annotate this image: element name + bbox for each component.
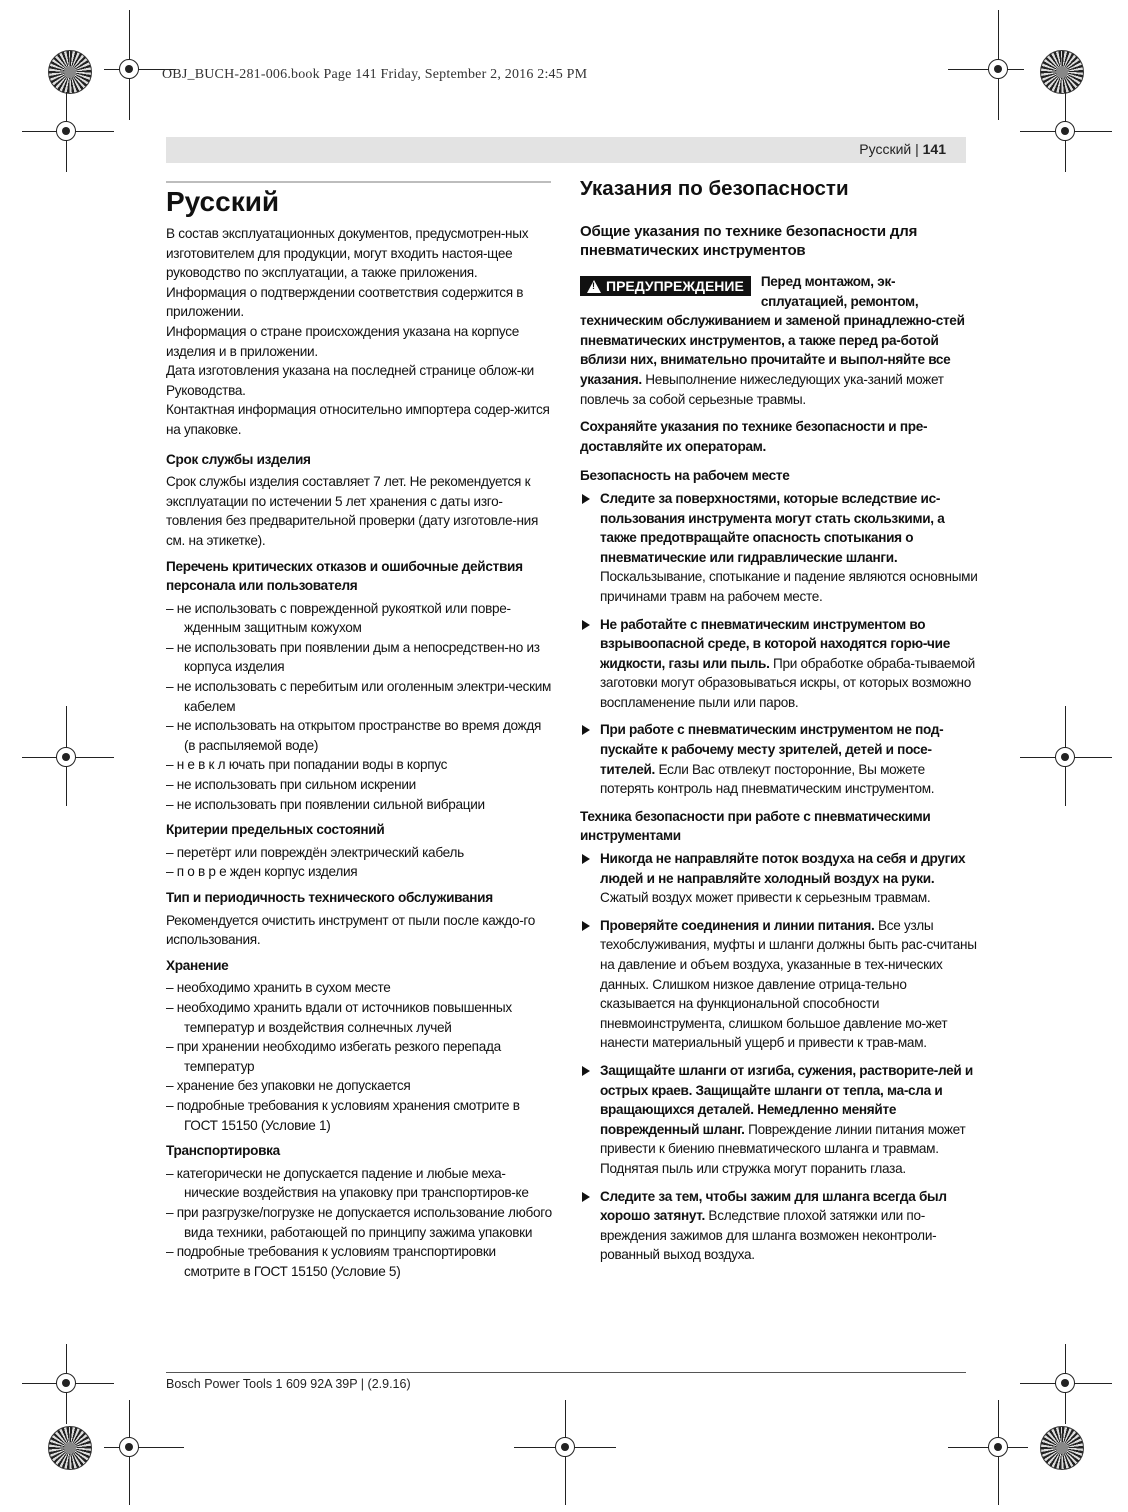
technique-heading: Техника безопасности при работе с пневматическими инструментами — [580, 808, 931, 844]
warning-normal-text: Невыполнение нижеследующих ука-заний может повлечь за собой серьезные травмы. — [580, 371, 944, 407]
list-item: – не использовать при сильном искрении — [166, 777, 416, 793]
item-bold-text: Проверяйте соединения и линии питания. — [600, 917, 875, 933]
arrow-bullet-icon — [582, 921, 590, 931]
list-item: – необходимо хранить в сухом месте — [166, 980, 391, 996]
intro-paragraph: В состав эксплуатационных документов, предусмотрен-ных изготовителем для продукции, могут входить настоя-щее руководство по эксплуатации, а также приложения. — [166, 226, 529, 281]
technique-list — [580, 849, 978, 1265]
workplace-list — [580, 489, 978, 799]
footer-rule — [166, 1372, 966, 1373]
intro-paragraphs — [166, 224, 552, 440]
list-item: – подробные требования к условиям хранения смотрите в ГОСТ 15150 (Условие 1) — [166, 1097, 520, 1133]
transport-heading: Транспортировка — [166, 1143, 280, 1159]
registration-rose-top-right — [1040, 50, 1084, 94]
intro-paragraph: Дата изготовления указана на последней странице облож-ки Руководства. — [166, 363, 534, 398]
intro-paragraph: Информация о подтверждении соответствия содержится в приложении. — [166, 284, 524, 320]
list-item — [580, 849, 978, 908]
list-item: – п о в р е жден корпус изделия — [166, 864, 358, 880]
storage-list — [166, 978, 552, 1135]
item-text: Сжатый воздух может привести к серьезным травмам. — [600, 890, 931, 906]
item-bold-text: Защищайте шланги от изгиба, сужения, растворите-лей и острых краев. Защищайте шланги от тепла, ма-сла и вращающихся деталей. Немедленно меняйте поврежденный шланг. — [600, 1062, 973, 1137]
page-header-bar — [166, 137, 966, 163]
item-text: Все узлы техобслуживания, муфты и шланги должны быть рас-считаны на давление и объем воздуха, указанные в тех-нических данных. Слишком низкое давление отрица-тельно сказывается на функциональной способности пневмоинструмента, слишком большое давление мо-жет нанести материальный ущерб и привести к трав-мам. — [600, 917, 977, 1051]
list-item: – при хранении необходимо избегать резкого перепада температур — [166, 1039, 501, 1074]
registration-rose-bottom-left — [48, 1426, 92, 1470]
service-life-heading: Срок службы изделия — [166, 451, 311, 467]
list-item: – не использовать с перебитым или оголенным электри-ческим кабелем — [166, 679, 552, 714]
item-text: Повреждение линии питания может привести к биению пневматического шланга и травмам. Поднятая пыль или стружка могут поранить глаза. — [600, 1121, 966, 1176]
item-text: Если Вас отвлекут посторонние, Вы можете потерять контроль над пневматическим инструментом. — [600, 761, 935, 797]
maintenance-heading: Тип и периодичность технического обслуживания — [166, 890, 493, 905]
right-column — [580, 176, 978, 1273]
arrow-bullet-icon — [582, 1066, 590, 1076]
warning-paragraph — [580, 272, 978, 409]
list-item — [580, 720, 978, 798]
limits-list — [166, 843, 552, 882]
page-number: 141 — [922, 141, 946, 157]
list-item — [580, 1061, 978, 1179]
item-bold-text: Не работайте с пневматическим инструментом во взрывоопасной среде, в которой находятся горю-чие жидкости, газы или пыль. — [600, 616, 950, 671]
service-life-text: Срок службы изделия составляет 7 лет. Не рекомендуется к эксплуатации по истечении 5 лет хранения с даты изго-товления без предварительной проверки (дату изготовле-ния см. на этикетке). — [166, 474, 539, 548]
item-bold-text: Никогда не направляйте поток воздуха на себя и других людей и не направляйте холодный воздух на руки. — [600, 851, 966, 886]
section-rule — [166, 181, 551, 183]
item-text: При обработке обраба-тываемой заготовки могут образовываться искры, от которых возможно воспламенение пыли или паров. — [600, 655, 975, 710]
arrow-bullet-icon — [582, 494, 590, 504]
item-bold-text: Следите за поверхностями, которые вследствие ис-пользования инструмента могут стать скользкими, а также предотвращайте опасность спотыкания о пневматические или гидравлические шланги. — [600, 490, 945, 565]
storage-heading: Хранение — [166, 957, 229, 973]
intro-paragraph: Информация о стране происхождения указана на корпусе изделия и в приложении. — [166, 323, 519, 359]
arrow-bullet-icon — [582, 1192, 590, 1202]
keep-instructions: Сохраняйте указания по технике безопасности и пре-доставляйте их операторам. — [580, 419, 928, 454]
list-item — [580, 615, 978, 713]
registration-rose-top-left — [48, 50, 92, 94]
list-item: – не использовать при появлении дым а непосредствен-но из корпуса изделия — [166, 639, 540, 675]
language-section-title: Русский — [166, 186, 280, 217]
left-column — [166, 186, 552, 1281]
list-item: – не использовать на открытом пространстве во время дождя (в распыляемой воде) — [166, 718, 542, 753]
failures-heading: Перечень критических отказов и ошибочные действия персонала или пользователя — [166, 558, 523, 594]
list-item: – хранение без упаковки не допускается — [166, 1078, 411, 1094]
list-item — [580, 916, 978, 1053]
list-item: – необходимо хранить вдали от источников повышенных температур и воздействия солнечных лучей — [166, 999, 512, 1035]
warning-label-text: ПРЕДУПРЕЖДЕНИЕ — [606, 278, 744, 294]
failures-list — [166, 599, 552, 815]
item-bold-text: При работе с пневматическим инструментом не под-пускайте к рабочему месту зрителей, детей и посе-тителей. — [600, 722, 944, 777]
list-item — [580, 1187, 978, 1265]
book-print-line: OBJ_BUCH-281-006.book Page 141 Friday, September 2, 2016 2:45 PM — [162, 67, 588, 82]
list-item: – категорически не допускается падение и любые меха-нические воздействия на упаковку при транспортиров-ке — [166, 1165, 529, 1201]
list-item: – при разгрузке/погрузке не допускается использование любого вида техники, работающей по принципу зажима упаковки — [166, 1204, 552, 1240]
list-item: – перетёрт или повреждён электрический кабель — [166, 844, 464, 860]
limits-heading: Критерии предельных состояний — [166, 822, 385, 838]
warning-bold-text: Перед монтажом, эк-сплуатацией, ремонтом, техническим обслуживанием и заменой принадлежно-стей пневматических инструментов, а также перед ра-ботой вблизи них, внимательно прочитайте и выпол-няйте все указания. — [580, 274, 965, 387]
intro-paragraph: Контактная информация относительно импортера содер-жится на упаковке. — [166, 402, 550, 437]
arrow-bullet-icon — [582, 725, 590, 735]
list-item: – н е в к л ючать при попадании воды в корпус — [166, 757, 448, 773]
transport-list — [166, 1164, 552, 1282]
page-language: Русский — [859, 141, 912, 157]
page-header: Русский | 141 — [859, 141, 946, 157]
list-item: – подробные требования к условиям транспортировки смотрите в ГОСТ 15150 (Условие 5) — [166, 1244, 496, 1279]
item-text: Поскальзывание, спотыкание и падение являются основными причинами травм на рабочем месте. — [600, 569, 978, 604]
warning-triangle-icon — [587, 280, 601, 293]
page-footer: Bosch Power Tools 1 609 92A 39P | (2.9.16) — [166, 1377, 411, 1391]
safety-section-title: Указания по безопасности — [580, 177, 849, 200]
maintenance-text: Рекомендуется очистить инструмент от пыли после каждо-го использования. — [166, 912, 536, 948]
arrow-bullet-icon — [582, 620, 590, 630]
warning-label — [580, 276, 751, 296]
list-item: – не использовать с поврежденной рукояткой или повре-жденным защитным кожухом — [166, 600, 511, 636]
registration-rose-bottom-right — [1040, 1426, 1084, 1470]
item-text: Вследствие плохой затяжки или по-вреждения зажимов для шланга возможен неконтроли-рованный выход воздуха. — [600, 1208, 937, 1263]
safety-subtitle: Общие указания по технике безопасности для пневматических инструментов — [580, 223, 918, 259]
list-item — [580, 489, 978, 607]
workplace-heading: Безопасность на рабочем месте — [580, 468, 790, 484]
item-bold-text: Следите за тем, чтобы зажим для шланга всегда был хорошо затянут. — [600, 1188, 947, 1224]
list-item: – не использовать при появлении сильной вибрации — [166, 796, 485, 812]
arrow-bullet-icon — [582, 854, 590, 864]
